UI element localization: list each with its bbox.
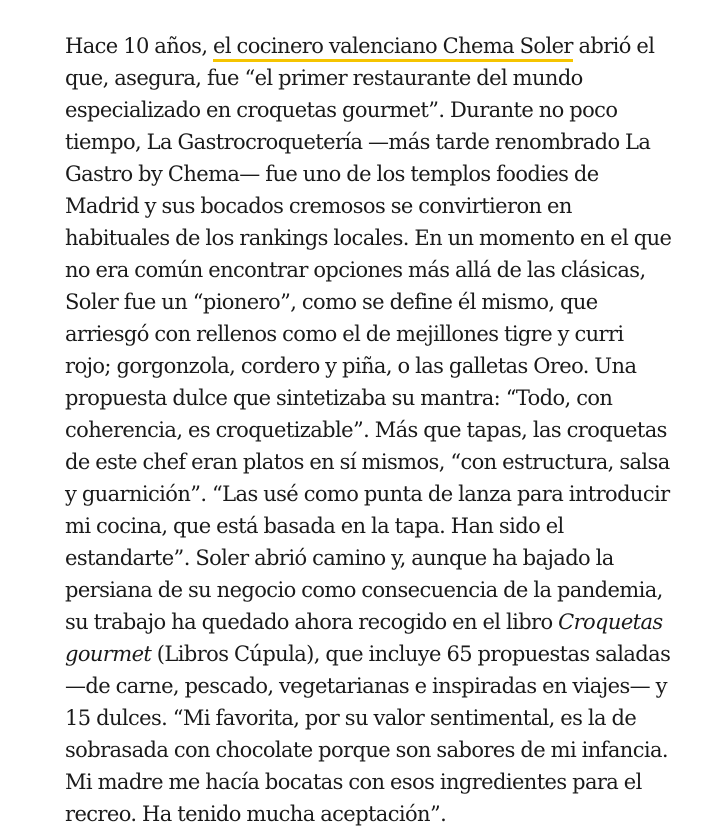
text-line-7: habituales de los rankings locales. En un momento en el que bbox=[65, 226, 672, 250]
text-line-2: que, asegura, fue “el primer restaurante del mundo bbox=[65, 66, 583, 90]
text-line-8: no era común encontrar opciones más allá de las clásicas, bbox=[65, 258, 646, 282]
text-line-17: estandarte”. Soler abrió camino y, aunque ha bajado la bbox=[65, 546, 614, 570]
line-19-start: su trabajo ha quedado ahora recogido en el libro bbox=[65, 610, 559, 634]
chema-soler-link[interactable]: el cocinero valenciano Chema Soler bbox=[213, 34, 573, 62]
text-line-14: de este chef eran platos en sí mismos, “con estructura, salsa bbox=[65, 450, 670, 474]
text-line-1 bbox=[65, 30, 710, 62]
text-line-9: Soler fue un “pionero”, como se define él mismo, que bbox=[65, 290, 598, 314]
text-line-20 bbox=[65, 638, 710, 670]
book-title-start: Croquetas bbox=[558, 610, 663, 634]
line-20-end: (Libros Cúpula), que incluye 65 propuestas saladas bbox=[151, 642, 671, 666]
text-line-6: Madrid y sus bocados cremosos se convirtieron en bbox=[65, 194, 572, 218]
text-line-25: recreo. Ha tenido mucha aceptación”. bbox=[65, 802, 447, 826]
text-line-12: propuesta dulce que sintetizaba su mantra: “Todo, con bbox=[65, 386, 613, 410]
text-line-3: especializado en croquetas gourmet”. Durante no poco bbox=[65, 98, 618, 122]
text-line-21: —de carne, pescado, vegetarianas e inspiradas en viajes— y bbox=[65, 674, 667, 698]
text-line-16: mi cocina, que está basada en la tapa. Han sido el bbox=[65, 514, 564, 538]
text-line-18: persiana de su negocio como consecuencia de la pandemia, bbox=[65, 578, 663, 602]
line-1-end: abrió el bbox=[572, 34, 655, 58]
line-1-start: Hace 10 años, bbox=[65, 34, 214, 58]
text-line-23: sobrasada con chocolate porque son sabores de mi infancia. bbox=[65, 738, 668, 762]
article-paragraph bbox=[65, 30, 710, 830]
text-line-4: tiempo, La Gastrocroquetería —más tarde renombrado La bbox=[65, 130, 651, 154]
text-line-5: Gastro by Chema— fue uno de los templos foodies de bbox=[65, 162, 599, 186]
text-line-11: rojo; gorgonzola, cordero y piña, o las galletas Oreo. Una bbox=[65, 354, 637, 378]
text-line-24: Mi madre me hacía bocatas con esos ingredientes para el bbox=[65, 770, 642, 794]
text-line-19 bbox=[65, 606, 710, 638]
text-line-10: arriesgó con rellenos como el de mejillones tigre y curri bbox=[65, 322, 624, 346]
text-line-22: 15 dulces. “Mi favorita, por su valor sentimental, es la de bbox=[65, 706, 637, 730]
text-line-13: coherencia, es croquetizable”. Más que tapas, las croquetas bbox=[65, 418, 667, 442]
text-line-15: y guarnición”. “Las usé como punta de lanza para introducir bbox=[65, 482, 670, 506]
book-title-end: gourmet bbox=[65, 642, 152, 666]
